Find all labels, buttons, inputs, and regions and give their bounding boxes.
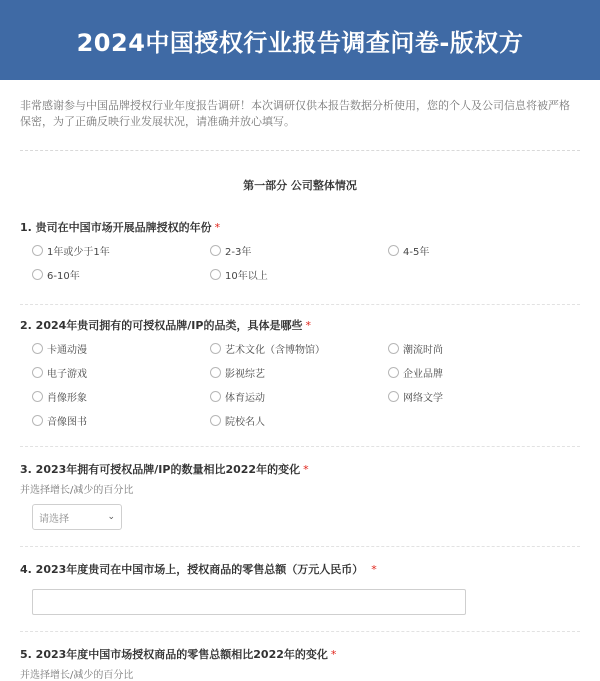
page-header [0, 0, 600, 80]
checkbox-option[interactable] [210, 364, 388, 380]
option-label: 1年或少于1年 [47, 246, 110, 258]
question-1-title [20, 219, 580, 235]
retail-total-input[interactable] [32, 589, 466, 615]
required-mark: * [303, 463, 309, 476]
option-label: 体育运动 [225, 392, 265, 404]
question-1-options [32, 242, 580, 282]
question-3 [20, 461, 580, 530]
chevron-down-icon: ⌄ [107, 512, 115, 522]
checkbox-icon[interactable] [32, 415, 43, 426]
option-label: 潮流时尚 [403, 344, 443, 356]
question-divider [20, 631, 580, 632]
radio-option[interactable] [210, 242, 388, 258]
checkbox-icon[interactable] [388, 343, 399, 354]
required-mark: * [371, 563, 377, 576]
option-label: 音像图书 [47, 416, 87, 428]
question-4-title [20, 561, 580, 577]
checkbox-icon[interactable] [210, 343, 221, 354]
question-3-label: 3. 2023年拥有可授权品牌/IP的数量相比2022年的变化 [20, 463, 301, 476]
radio-option[interactable] [388, 242, 566, 258]
checkbox-option[interactable] [32, 364, 210, 380]
intro-text: 非常感谢参与中国品牌授权行业年度报告调研！本次调研仅供本报告数据分析使用，您的个人及公司信息将被严格保密，为了正确反映行业发展状况，请准确并放心填写。 [20, 98, 580, 151]
question-2-label: 2. 2024年贵司拥有的可授权品牌/IP的品类，具体是哪些 [20, 319, 303, 332]
option-label: 2-3年 [225, 246, 252, 258]
question-2-options [32, 340, 580, 428]
question-4 [20, 561, 580, 615]
section-title: 第一部分 公司整体情况 [243, 179, 357, 192]
required-mark: * [330, 648, 337, 661]
option-label: 4-5年 [403, 246, 430, 258]
question-divider [20, 446, 580, 447]
checkbox-icon[interactable] [388, 391, 399, 402]
radio-option[interactable] [210, 266, 388, 282]
question-divider [20, 304, 580, 305]
option-label: 卡通动漫 [47, 344, 87, 356]
option-label: 肖像形象 [47, 392, 87, 404]
question-5-label: 5. 2023年度中国市场授权商品的零售总额相比2022年的变化 [20, 648, 328, 661]
question-5-title [20, 646, 580, 662]
checkbox-icon[interactable] [210, 391, 221, 402]
checkbox-icon[interactable] [32, 367, 43, 378]
option-label: 10年以上 [225, 270, 268, 282]
question-3-description: 并选择增长/减少的百分比 [20, 485, 134, 496]
radio-icon[interactable] [210, 245, 221, 256]
question-5 [20, 646, 580, 681]
checkbox-option[interactable] [388, 364, 566, 380]
checkbox-option[interactable] [388, 388, 566, 404]
question-divider [20, 546, 580, 547]
checkbox-icon[interactable] [210, 367, 221, 378]
select-value: 请选择 [39, 513, 69, 525]
question-4-label: 4. 2023年度贵司在中国市场上，授权商品的零售总额（万元人民币） [20, 563, 364, 576]
radio-option[interactable] [32, 266, 210, 282]
checkbox-icon[interactable] [32, 343, 43, 354]
checkbox-icon[interactable] [388, 367, 399, 378]
page-title: 2024中国授权行业报告调查问卷-版权方 [76, 28, 524, 57]
radio-option[interactable] [32, 242, 210, 258]
checkbox-icon[interactable] [210, 415, 221, 426]
option-label: 电子游戏 [47, 368, 87, 380]
radio-icon[interactable] [32, 269, 43, 280]
option-label: 艺术文化（含博物馆） [225, 344, 325, 356]
required-mark: * [214, 221, 221, 234]
radio-icon[interactable] [32, 245, 43, 256]
checkbox-option[interactable] [388, 340, 566, 356]
question-5-description: 并选择增长/减少的百分比 [20, 670, 134, 681]
question-3-title [20, 461, 580, 477]
question-2 [20, 317, 580, 428]
radio-icon[interactable] [210, 269, 221, 280]
question-2-title [20, 317, 580, 333]
checkbox-option[interactable] [210, 412, 388, 428]
checkbox-option[interactable] [32, 340, 210, 356]
question-1 [20, 219, 580, 282]
option-label: 院校名人 [225, 416, 265, 428]
radio-icon[interactable] [388, 245, 399, 256]
checkbox-option[interactable] [32, 388, 210, 404]
checkbox-option[interactable] [210, 340, 388, 356]
required-mark: * [305, 319, 311, 332]
change-select[interactable] [32, 504, 122, 530]
option-label: 企业品牌 [403, 368, 443, 380]
checkbox-icon[interactable] [32, 391, 43, 402]
checkbox-option[interactable] [210, 388, 388, 404]
question-1-label: 1. 贵司在中国市场开展品牌授权的年份 [20, 221, 212, 234]
checkbox-option[interactable] [32, 412, 210, 428]
option-label: 网络文学 [403, 392, 443, 404]
option-label: 6-10年 [47, 270, 80, 282]
option-label: 影视综艺 [225, 368, 265, 380]
